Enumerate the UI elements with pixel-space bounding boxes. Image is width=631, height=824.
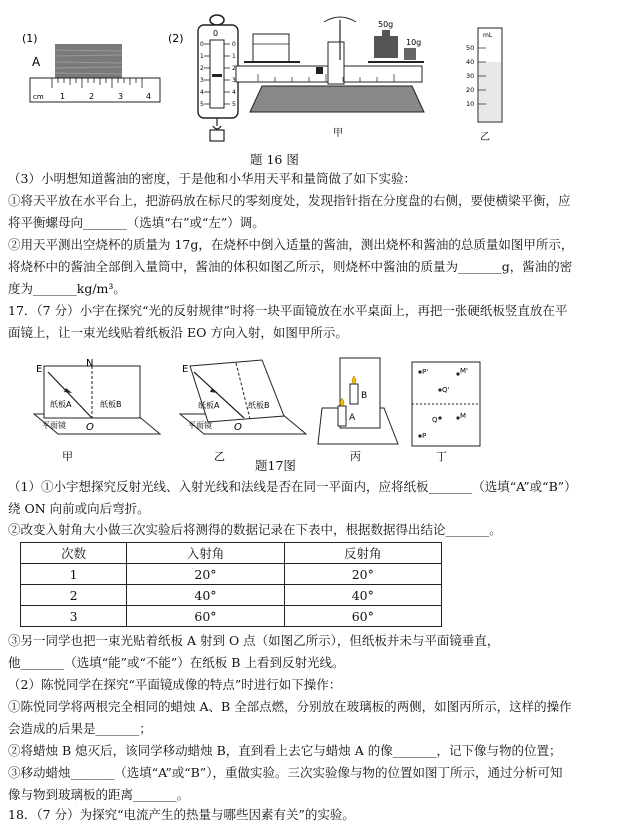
cylinder-tick-label: 10 <box>466 100 475 108</box>
label-yi-17: 乙 <box>214 450 225 463</box>
table-cell: 20° <box>127 564 284 585</box>
q17-part2-intro: （2）陈悦同学在探究“平面镜成像的特点”时进行如下操作： <box>8 677 342 692</box>
spring-scale-hook-top <box>210 15 224 25</box>
point-m-prime: M' <box>460 367 468 375</box>
spring-tick-label-right: 1 <box>232 53 236 60</box>
spring-scale-n: 0 <box>213 29 219 38</box>
figure-16 <box>0 0 631 170</box>
hanging-weight <box>210 130 224 141</box>
candle-b <box>350 384 358 404</box>
weight-10g-label: 10g <box>406 38 422 47</box>
table-cell: 3 <box>21 606 127 627</box>
point-p: P <box>422 432 427 440</box>
label-ding: 丁 <box>436 450 447 463</box>
spring-tick-label: 2 <box>200 65 204 72</box>
table-cell: 2 <box>21 585 127 606</box>
cylinder-tick-label: 30 <box>466 72 475 80</box>
table-cell: 60° <box>284 606 441 627</box>
q17-part1-line5: 他_______（选填“能”或“不能”）在纸板 B 上看到反射光线。 <box>8 655 345 670</box>
q17-part2-step3-line2: 像与物到玻璃板的距离_______。 <box>8 787 190 802</box>
table-header-cell: 次数 <box>21 543 127 564</box>
spring-tick-label-right: 3 <box>232 77 236 84</box>
weight-10g <box>404 48 416 60</box>
q17-part1-line1: （1）①小宇想探究反射光线、入射光线和法线是否在同一平面内，应将纸板_______（选填“A”或“B”） <box>8 479 577 494</box>
weight-50g <box>374 36 398 58</box>
q17-intro-line1: 17．（7 分）小宇在探究“光的反射规律”时将一块平面镜放在水平桌面上，再把一张硬纸板竖直放在平 <box>8 303 568 318</box>
cylinder-unit: mL <box>483 32 493 39</box>
table-row <box>21 564 442 585</box>
label-n: N <box>86 358 94 369</box>
table-cell: 40° <box>127 585 284 606</box>
spring-tick-label-right: 5 <box>232 101 236 108</box>
cylinder-tick-label: 20 <box>466 86 475 94</box>
q17-part1-line2: 绕 ON 向前或向后弯折。 <box>8 501 150 516</box>
spring-tick-label: 4 <box>200 89 204 96</box>
q16-step1-line2: 将平衡螺母向_______（选填“右”或“左”）调。 <box>8 215 265 230</box>
board-yi <box>190 360 284 422</box>
table-cell: 60° <box>127 606 284 627</box>
table-row <box>21 585 442 606</box>
mirror-label: 平面镜 <box>42 421 66 430</box>
q17-part2-step2: ②将蜡烛 B 熄灭后，该同学移动蜡烛 B，直到看上去它与蜡烛 A 的像_______，记下像与物的位置； <box>8 743 562 758</box>
point-o: O <box>86 422 94 433</box>
ruler-tick-label: 2 <box>89 92 95 101</box>
spring-tick-label: 0 <box>200 41 204 48</box>
part2-label: (2) <box>168 32 184 45</box>
spring-tick-label: 5 <box>200 101 204 108</box>
spring-tick-label: 1 <box>200 53 204 60</box>
table-header-cell: 反射角 <box>284 543 441 564</box>
spring-scale-hook-curve <box>213 126 221 129</box>
cylinder-liquid <box>479 62 501 121</box>
mirror-label-yi: 平面镜 <box>188 421 212 430</box>
candle-a-label: A <box>349 413 356 423</box>
weight-50g-knob <box>382 30 390 36</box>
q16-step1-line1: ①将天平放在水平台上，把游码放在标尺的零刻度处，发现指针指在分度盘的右侧，要使横梁平衡，应 <box>8 193 571 208</box>
cylinder-tick-label: 40 <box>466 58 475 66</box>
q17-part2-step1-line1: ①陈悦同学将两根完全相同的蜡烛 A、B 全部点燃，分别放在玻璃板的两侧，如图丙所示，这样的操作 <box>8 699 572 714</box>
label-e: E <box>36 364 43 375</box>
point-q-prime: Q' <box>442 386 450 394</box>
board-b-label-yi: 纸板B <box>248 401 270 410</box>
label-jia-16: 甲 <box>333 128 343 139</box>
table-cell: 20° <box>284 564 441 585</box>
point-q: Q <box>432 416 438 424</box>
q16-part3-intro: （3）小明想知道酱油的密度，于是他和小华用天平和量筒做了如下实验： <box>8 171 416 186</box>
table-cell: 1 <box>21 564 127 585</box>
table-header-row <box>21 543 442 564</box>
balance-base <box>250 86 424 112</box>
point-p-prime: P' <box>422 368 429 376</box>
label-e-yi: E <box>182 364 189 375</box>
object-letter-a: A <box>32 55 41 69</box>
part1-label: (1) <box>22 32 38 45</box>
candle-b-label: B <box>361 391 368 401</box>
q16-step2-line1: ②用天平测出空烧杯的质量为 17g，在烧杯中倒入适量的酱油，测出烧杯和酱油的总质量如图甲所示， <box>8 237 574 252</box>
spring-tick-label-right: 2 <box>232 65 236 72</box>
beaker <box>253 34 289 62</box>
ruler <box>30 78 160 102</box>
cylinder-tick-label: 50 <box>466 44 475 52</box>
rider-weight <box>316 67 323 74</box>
q17-part2-step1-line2: 会造成的后果是_______； <box>8 721 152 736</box>
ruler-tick-label: 1 <box>60 92 66 101</box>
spring-tick-label-right: 4 <box>232 89 236 96</box>
label-bing: 丙 <box>350 450 361 463</box>
label-jia-17: 甲 <box>62 450 73 463</box>
q17-intro-line2: 面镜上，让一束光线贴着纸板沿 EO 方向入射，如图甲所示。 <box>8 325 348 340</box>
board-a-label-yi: 纸板A <box>198 401 220 410</box>
ruler-tick-label: 3 <box>118 92 124 101</box>
spring-tick-label-right: 0 <box>232 41 236 48</box>
weight-50g-label: 50g <box>378 20 394 29</box>
angle-table <box>20 542 442 627</box>
label-yi-16: 乙 <box>480 132 490 143</box>
spring-scale-pointer <box>212 74 222 77</box>
q17-part1-line3: ②改变入射角大小做三次实验后将测得的数据记录在下表中，根据数据得出结论_______。 <box>8 522 502 537</box>
q18-intro: 18．（7 分）为探究“电流产生的热量与哪些因素有关”的实验。 <box>8 807 355 822</box>
board-a-label: 纸板A <box>50 400 72 409</box>
point-m: M <box>460 412 467 420</box>
ruler-unit: cm <box>33 93 44 101</box>
spring-tick-label: 3 <box>200 77 204 84</box>
figure-17 <box>0 352 631 474</box>
table-cell: 40° <box>284 585 441 606</box>
q17-part1-line4: ③另一同学也把一束光贴着纸板 A 射到 O 点（如图乙所示），但纸板并未与平面镜垂直， <box>8 633 500 648</box>
figure-16-caption: 题 16 图 <box>250 152 299 167</box>
figure-17-drawing <box>0 352 631 474</box>
balance-column <box>328 42 344 84</box>
table-header-cell: 入射角 <box>127 543 284 564</box>
q17-part2-step3-line1: ③移动蜡烛_______（选填“A”或“B”），重做实验。三次实验像与物的位置如图丁所示，通过分析可知 <box>8 765 563 780</box>
q16-step2-line2: 将烧杯中的酱油全部倒入量筒中，酱油的体积如图乙所示，则烧杯中酱油的质量为_______g，酱油的密 <box>8 259 573 274</box>
table-row <box>21 606 442 627</box>
candle-a <box>338 406 346 426</box>
q16-step2-line3: 度为_______kg/m³。 <box>8 281 126 296</box>
figure-17-caption: 题17图 <box>255 458 296 473</box>
board-b-label: 纸板B <box>100 400 122 409</box>
point-o-yi: O <box>234 422 242 433</box>
figure-16-drawing <box>0 0 631 170</box>
ruler-tick-label: 4 <box>146 92 152 101</box>
